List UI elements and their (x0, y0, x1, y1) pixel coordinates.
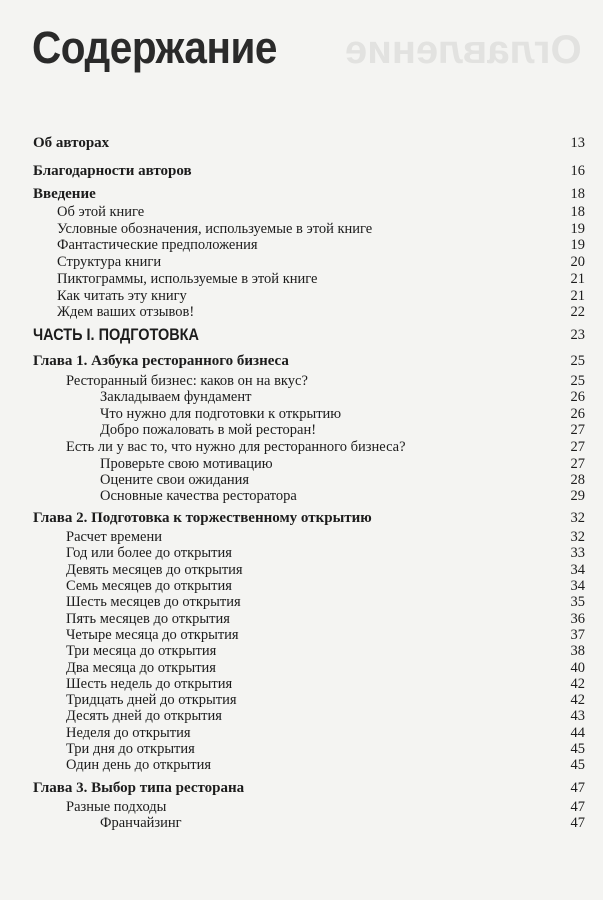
entry-page-number: 32 (570, 529, 585, 545)
entry-page-number: 13 (570, 135, 585, 151)
entry-page-number: 36 (570, 611, 585, 627)
toc-entry (0, 544, 603, 562)
entry-title: Неделя до открытия (66, 725, 191, 741)
entry-page-number: 16 (570, 163, 585, 179)
toc-entry (0, 707, 603, 725)
entry-title: Ресторанный бизнес: каков он на вкус? (66, 373, 308, 389)
entry-title: Три дня до открытия (66, 741, 195, 757)
entry-page-number: 43 (570, 708, 585, 724)
entry-title: Глава 1. Азбука ресторанного бизнеса (33, 353, 289, 369)
entry-title: Закладываем фундамент (100, 389, 252, 405)
entry-page-number: 47 (570, 780, 585, 796)
entry-title: Девять месяцев до открытия (66, 562, 243, 578)
entry-page-number: 23 (570, 327, 585, 343)
toc-entry (0, 487, 603, 505)
entry-title: Семь месяцев до открытия (66, 578, 232, 594)
toc-part-heading (0, 326, 603, 344)
entry-title: Один день до открытия (66, 757, 212, 773)
entry-page-number: 21 (570, 288, 585, 304)
entry-title: Глава 2. Подготовка к торжественному открытию (33, 510, 372, 526)
entry-title: Об этой книге (57, 204, 145, 220)
entry-page-number: 37 (570, 627, 585, 643)
entry-title: Что нужно для подготовки к открытию (100, 406, 342, 422)
toc-entry (0, 642, 603, 660)
toc-entry (0, 253, 603, 271)
entry-title: Четыре месяца до открытия (66, 627, 239, 643)
toc-entry (0, 270, 603, 288)
entry-title: Пиктограммы, используемые в этой книге (57, 271, 318, 287)
entry-page-number: 29 (570, 488, 585, 504)
entry-page-number: 19 (570, 221, 585, 237)
entry-title: Основные качества ресторатора (100, 488, 297, 504)
entry-page-number: 26 (570, 389, 585, 405)
entry-page-number: 33 (570, 545, 585, 561)
entry-title: Благодарности авторов (33, 163, 192, 179)
entry-title: Разные подходы (66, 799, 167, 815)
toc-chapter-entry (0, 162, 603, 180)
entry-title: Расчет времени (66, 529, 162, 545)
entry-title: Введение (33, 186, 96, 202)
entry-page-number: 19 (570, 237, 585, 253)
entry-page-number: 25 (570, 373, 585, 389)
entry-page-number: 25 (570, 353, 585, 369)
entry-page-number: 27 (570, 456, 585, 472)
entry-title: Есть ли у вас то, что нужно для ресторанного бизнеса? (66, 439, 406, 455)
toc-chapter-entry (0, 352, 603, 370)
entry-page-number: 35 (570, 594, 585, 610)
toc-entry (0, 756, 603, 774)
toc-chapter-entry (0, 134, 603, 152)
entry-title: Об авторах (33, 135, 110, 151)
toc-entry (0, 303, 603, 321)
bleed-through-heading: Оглавление (345, 28, 582, 72)
entry-page-number: 27 (570, 439, 585, 455)
entry-page-number: 47 (570, 815, 585, 831)
toc-chapter-entry (0, 185, 603, 203)
entry-title: Ждем ваших отзывов! (57, 304, 195, 320)
toc-entry (0, 421, 603, 439)
entry-title: Год или более до открытия (66, 545, 232, 561)
entry-title: Проверьте свою мотивацию (100, 456, 273, 472)
entry-page-number: 44 (570, 725, 585, 741)
toc-chapter-entry (0, 509, 603, 527)
entry-title: Два месяца до открытия (66, 660, 216, 676)
toc-entry (0, 814, 603, 832)
entry-page-number: 18 (570, 186, 585, 202)
entry-title: Три месяца до открытия (66, 643, 217, 659)
entry-title: Структура книги (57, 254, 162, 270)
toc-entry (0, 203, 603, 221)
page-title: Содержание (32, 22, 278, 73)
entry-page-number: 21 (570, 271, 585, 287)
entry-title: Десять дней до открытия (66, 708, 222, 724)
toc-entry (0, 388, 603, 406)
entry-title: Оцените свои ожидания (100, 472, 250, 488)
entry-title: Пять месяцев до открытия (66, 611, 230, 627)
entry-page-number: 38 (570, 643, 585, 659)
entry-page-number: 40 (570, 660, 585, 676)
entry-page-number: 42 (570, 692, 585, 708)
entry-page-number: 27 (570, 422, 585, 438)
entry-title: Фантастические предположения (57, 237, 258, 253)
entry-page-number: 20 (570, 254, 585, 270)
entry-page-number: 18 (570, 204, 585, 220)
entry-page-number: 34 (570, 578, 585, 594)
entry-title: Глава 3. Выбор типа ресторана (33, 780, 245, 796)
toc-entry (0, 438, 603, 456)
entry-title: Добро пожаловать в мой ресторан! (100, 422, 317, 438)
entry-title: Франчайзинг (100, 815, 182, 831)
entry-page-number: 45 (570, 741, 585, 757)
entry-page-number: 26 (570, 406, 585, 422)
entry-title: Условные обозначения, используемые в этой книге (57, 221, 373, 237)
entry-title: ЧАСТЬ I. ПОДГОТОВКА (33, 325, 199, 344)
entry-page-number: 22 (570, 304, 585, 320)
toc-entry (0, 236, 603, 254)
entry-title: Шесть недель до открытия (66, 676, 233, 692)
toc-chapter-entry (0, 779, 603, 797)
entry-title: Тридцать дней до открытия (66, 692, 237, 708)
entry-page-number: 42 (570, 676, 585, 692)
entry-title: Как читать эту книгу (57, 288, 187, 304)
entry-title: Шесть месяцев до открытия (66, 594, 241, 610)
entry-page-number: 28 (570, 472, 585, 488)
entry-page-number: 34 (570, 562, 585, 578)
entry-page-number: 45 (570, 757, 585, 773)
toc-entry (0, 593, 603, 611)
entry-page-number: 47 (570, 799, 585, 815)
entry-page-number: 32 (570, 510, 585, 526)
